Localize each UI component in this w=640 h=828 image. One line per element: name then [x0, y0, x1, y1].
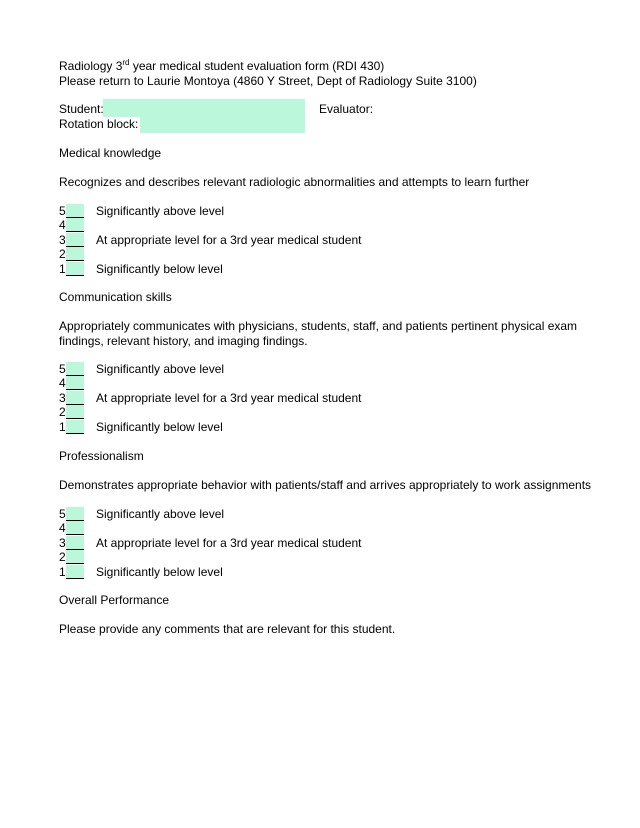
rating-row [59, 247, 84, 261]
rating-number: 5 [59, 507, 66, 521]
section-title: Communication skills [59, 290, 172, 304]
rating-input[interactable] [66, 247, 84, 261]
rating-input[interactable] [66, 565, 84, 579]
rating-number: 1 [59, 261, 66, 276]
rating-input[interactable] [66, 204, 84, 218]
rating-number: 2 [59, 247, 66, 262]
rotation-block-label: Rotation block: [59, 117, 139, 131]
rating-row [59, 390, 362, 405]
student-field[interactable] [103, 99, 305, 117]
rating-row [59, 405, 84, 419]
section-desc-cont: findings, relevant history, and imaging findings. [59, 334, 308, 348]
rating-input[interactable] [66, 233, 84, 247]
rating-input[interactable] [66, 521, 84, 535]
rating-input[interactable] [66, 376, 84, 390]
rating-input[interactable] [66, 420, 84, 434]
section-title: Professionalism [59, 449, 144, 463]
rating-input[interactable] [66, 362, 84, 376]
rating-label: At appropriate level for a 3rd year medical student [96, 390, 362, 405]
form-title: Radiology 3rd year medical student evaluation form (RDI 430) [59, 58, 385, 73]
rating-number: 1 [59, 419, 66, 434]
rating-input[interactable] [66, 507, 84, 521]
section-desc: Recognizes and describes relevant radiologic abnormalities and attempts to learn further [59, 175, 530, 189]
rating-number: 1 [59, 564, 66, 579]
rating-input[interactable] [66, 550, 84, 564]
section-title: Medical knowledge [59, 146, 162, 160]
section-desc: Appropriately communicates with physicians, students, staff, and patients pertinent physical exam [59, 319, 578, 333]
rotation-block-field[interactable] [140, 117, 305, 133]
rating-row [59, 376, 84, 390]
rating-number: 4 [59, 218, 66, 233]
rating-number: 5 [59, 362, 66, 376]
rating-row [59, 419, 223, 434]
rating-input[interactable] [66, 262, 84, 276]
rating-input[interactable] [66, 536, 84, 550]
rating-number: 5 [59, 204, 66, 218]
rating-input[interactable] [66, 391, 84, 405]
rating-number: 3 [59, 390, 66, 405]
rating-row [59, 521, 84, 535]
rating-label: Significantly above level [96, 204, 225, 218]
overall-desc: Please provide any comments that are relevant for this student. [59, 622, 396, 636]
rating-number: 3 [59, 232, 66, 247]
rating-label: At appropriate level for a 3rd year medical student [96, 232, 362, 247]
rating-row [59, 218, 84, 232]
rating-row [59, 535, 362, 550]
rating-row [59, 564, 223, 579]
rating-label: Significantly below level [96, 564, 223, 579]
student-label: Student: [59, 102, 104, 116]
overall-title: Overall Performance [59, 593, 170, 607]
rating-number: 2 [59, 405, 66, 420]
rating-number: 4 [59, 521, 66, 536]
rating-row [59, 507, 225, 521]
return-instructions: Please return to Laurie Montoya (4860 Y Street, Dept of Radiology Suite 3100) [59, 74, 477, 88]
rating-input[interactable] [66, 405, 84, 419]
rating-row [59, 204, 225, 218]
rating-label: Significantly above level [96, 507, 225, 521]
rating-row [59, 232, 362, 247]
rating-number: 2 [59, 550, 66, 565]
rating-label: At appropriate level for a 3rd year medical student [96, 535, 362, 550]
rating-label: Significantly below level [96, 419, 223, 434]
rating-number: 4 [59, 376, 66, 391]
rating-row [59, 362, 225, 376]
evaluator-label: Evaluator: [319, 102, 374, 116]
rating-input[interactable] [66, 218, 84, 232]
section-desc: Demonstrates appropriate behavior with patients/staff and arrives appropriately to work assignments [59, 478, 592, 492]
rating-row [59, 261, 223, 276]
rating-row [59, 550, 84, 564]
rating-number: 3 [59, 535, 66, 550]
rating-label: Significantly above level [96, 362, 225, 376]
rating-label: Significantly below level [96, 261, 223, 276]
